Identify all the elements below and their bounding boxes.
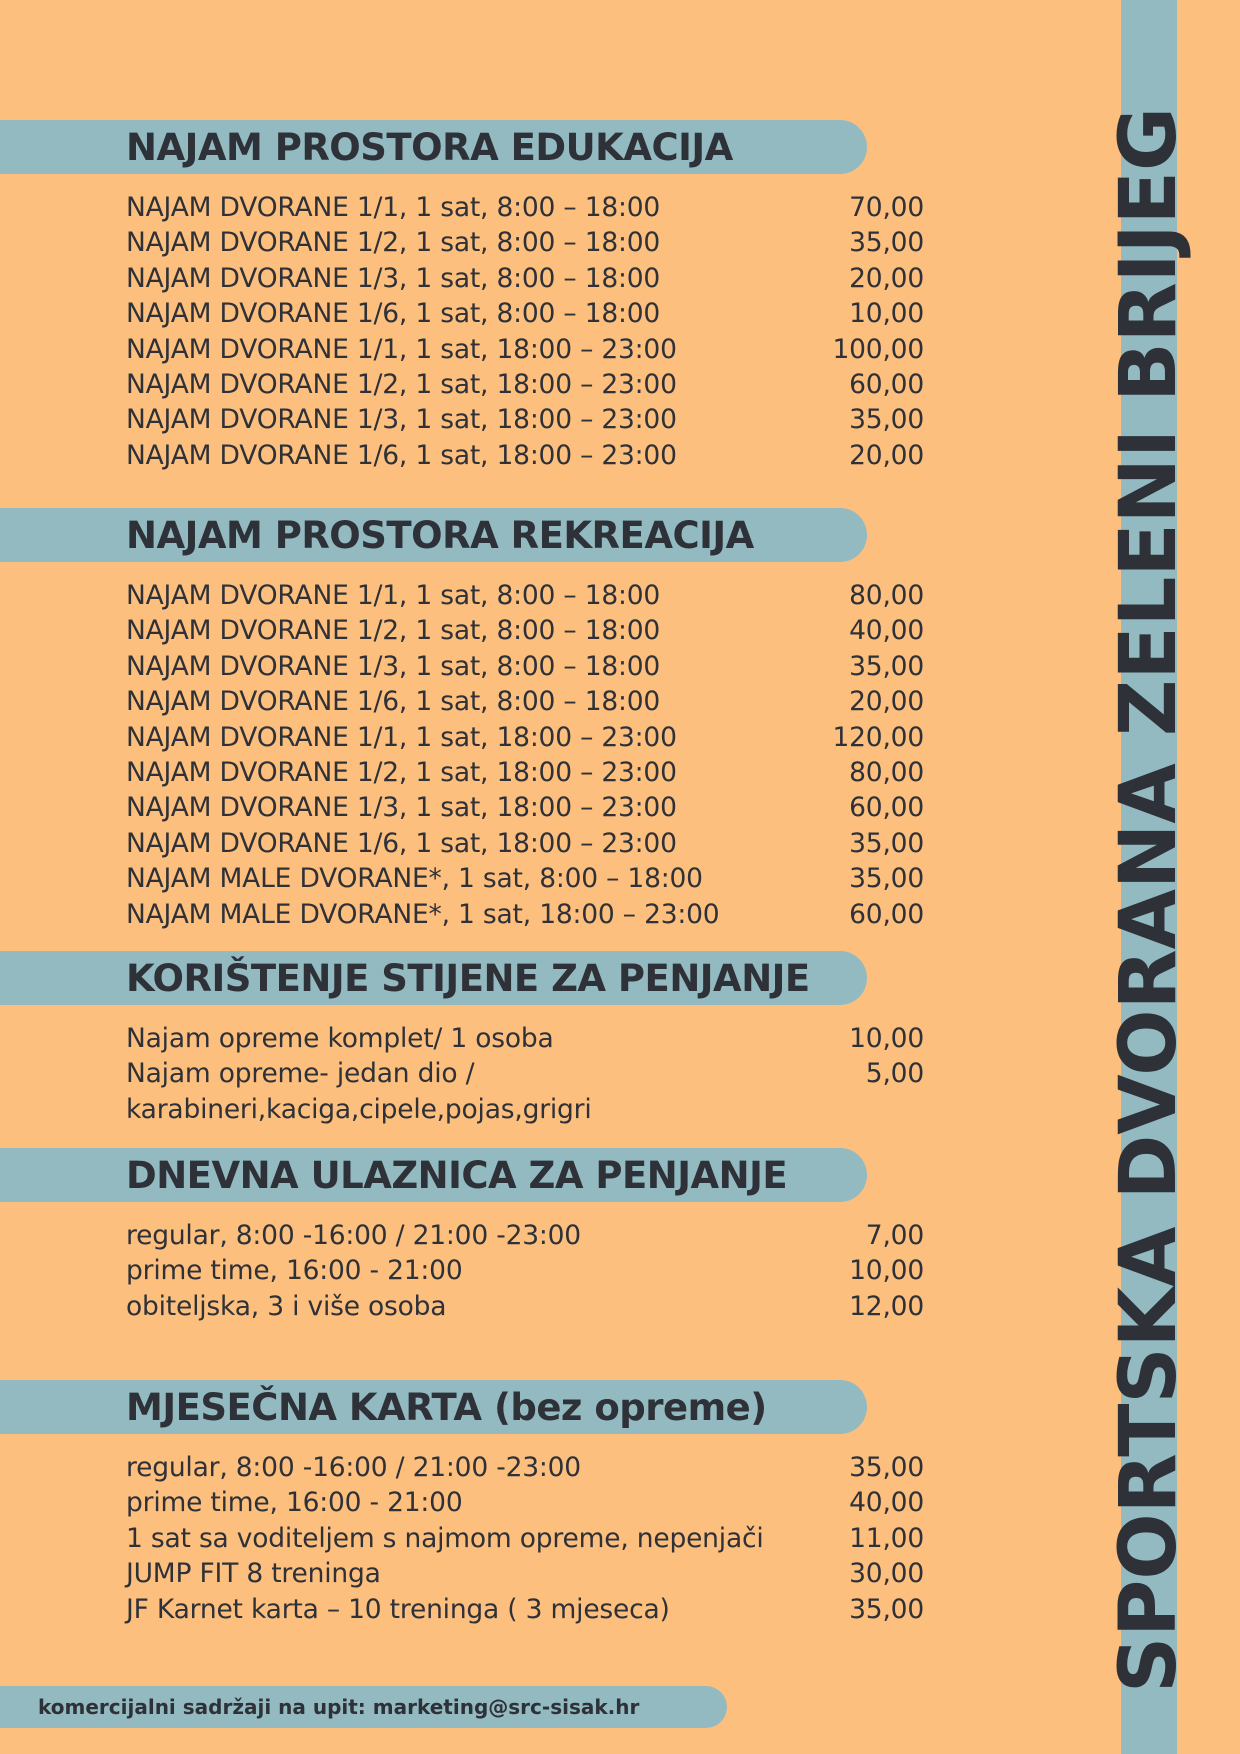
item-description: obiteljska, 3 i više osoba — [126, 1290, 447, 1322]
item-description: NAJAM DVORANE 1/6, 1 sat, 8:00 – 18:00 — [126, 298, 661, 330]
section-title: MJESEČNA KARTA (bez opreme) — [126, 1385, 767, 1429]
item-description: NAJAM DVORANE 1/1, 1 sat, 18:00 – 23:00 — [126, 333, 677, 365]
item-description: NAJAM DVORANE 1/3, 1 sat, 8:00 – 18:00 — [126, 650, 661, 682]
price-row — [0, 1450, 940, 1485]
price-row — [0, 861, 940, 896]
section-header — [0, 120, 867, 174]
item-price: 35,00 — [849, 227, 924, 259]
item-price: 12,00 — [849, 1290, 924, 1322]
item-description: NAJAM DVORANE 1/1, 1 sat, 18:00 – 23:00 — [126, 721, 677, 753]
price-row — [0, 402, 940, 437]
price-row — [0, 1592, 940, 1627]
price-row — [0, 1021, 940, 1056]
item-description: NAJAM DVORANE 1/1, 1 sat, 8:00 – 18:00 — [126, 192, 661, 223]
item-description: NAJAM DVORANE 1/6, 1 sat, 18:00 – 23:00 — [126, 827, 677, 859]
section-header — [0, 1380, 867, 1434]
price-row — [0, 1556, 940, 1591]
item-description: NAJAM DVORANE 1/3, 1 sat, 18:00 – 23:00 — [126, 792, 677, 824]
section-title: KORIŠTENJE STIJENE ZA PENJANJE — [126, 956, 810, 1000]
item-price: 40,00 — [849, 615, 924, 647]
footer-text: komercijalni sadržaji na upit: marketing@src-sisak.hr — [38, 1695, 640, 1719]
item-price: 30,00 — [849, 1558, 924, 1590]
item-price: 20,00 — [849, 262, 924, 294]
price-list — [0, 1450, 940, 1627]
price-list — [0, 1218, 940, 1324]
item-price: 100,00 — [832, 333, 924, 365]
item-price: 60,00 — [849, 368, 924, 400]
item-price: 120,00 — [832, 721, 924, 753]
price-list — [0, 190, 940, 473]
item-price: 5,00 — [865, 1058, 924, 1090]
price-row — [0, 1485, 940, 1520]
price-row — [0, 790, 940, 825]
item-description: regular, 8:00 -16:00 / 21:00 -23:00 — [126, 1220, 581, 1251]
price-row — [0, 296, 940, 331]
price-row — [0, 1218, 940, 1253]
item-price: 60,00 — [849, 792, 924, 824]
item-description: NAJAM DVORANE 1/2, 1 sat, 8:00 – 18:00 — [126, 227, 661, 259]
price-row — [0, 190, 940, 225]
item-description: NAJAM DVORANE 1/1, 1 sat, 8:00 – 18:00 — [126, 580, 661, 611]
footer-contact — [0, 1686, 727, 1728]
price-row — [0, 332, 940, 367]
item-price: 20,00 — [849, 686, 924, 718]
price-row — [0, 1056, 940, 1127]
price-row — [0, 225, 940, 260]
section-title: NAJAM PROSTORA REKREACIJA — [126, 513, 754, 557]
price-row — [0, 897, 940, 932]
item-price: 10,00 — [849, 1255, 924, 1287]
item-description: NAJAM DVORANE 1/2, 1 sat, 18:00 – 23:00 — [126, 368, 677, 400]
price-row — [0, 684, 940, 719]
price-row — [0, 438, 940, 473]
price-row — [0, 649, 940, 684]
price-row — [0, 367, 940, 402]
section-mjesecna-karta — [0, 1380, 940, 1627]
item-price: 40,00 — [849, 1487, 924, 1519]
venue-title: SPORTSKA DVORANA ZELENI BRIJEG — [1104, 107, 1194, 1693]
price-row — [0, 1289, 940, 1324]
item-description: Najam opreme- jedan dio / karabineri,kaciga,cipele,pojas,grigri — [126, 1058, 592, 1125]
item-price: 35,00 — [849, 863, 924, 895]
item-price: 7,00 — [865, 1220, 924, 1251]
item-description: regular, 8:00 -16:00 / 21:00 -23:00 — [126, 1452, 581, 1483]
item-price: 10,00 — [849, 1023, 924, 1054]
item-description: JF Karnet karta – 10 treninga ( 3 mjeseca) — [126, 1593, 670, 1625]
price-list — [0, 578, 940, 932]
item-description: NAJAM DVORANE 1/2, 1 sat, 8:00 – 18:00 — [126, 615, 661, 647]
price-row — [0, 826, 940, 861]
item-description: NAJAM MALE DVORANE*, 1 sat, 8:00 – 18:00 — [126, 863, 703, 895]
item-price: 35,00 — [849, 827, 924, 859]
price-row — [0, 1253, 940, 1288]
item-description: prime time, 16:00 - 21:00 — [126, 1487, 463, 1519]
item-description: NAJAM DVORANE 1/2, 1 sat, 18:00 – 23:00 — [126, 756, 677, 788]
item-price: 60,00 — [849, 898, 924, 930]
section-najam-edukacija — [0, 120, 940, 473]
price-row — [0, 720, 940, 755]
price-list — [0, 1021, 940, 1127]
item-price: 20,00 — [849, 439, 924, 471]
item-description: NAJAM DVORANE 1/6, 1 sat, 8:00 – 18:00 — [126, 686, 661, 718]
price-row — [0, 755, 940, 790]
price-row — [0, 613, 940, 648]
item-price: 35,00 — [849, 1593, 924, 1625]
section-stijena — [0, 951, 940, 1127]
section-title: DNEVNA ULAZNICA ZA PENJANJE — [126, 1153, 788, 1197]
price-row — [0, 261, 940, 296]
section-header — [0, 951, 867, 1005]
item-price: 10,00 — [849, 298, 924, 330]
item-price: 11,00 — [849, 1522, 924, 1554]
item-description: NAJAM DVORANE 1/3, 1 sat, 18:00 – 23:00 — [126, 404, 677, 436]
item-price: 35,00 — [849, 1452, 924, 1483]
price-row — [0, 578, 940, 613]
item-description: JUMP FIT 8 treninga — [126, 1558, 381, 1590]
item-price: 35,00 — [849, 650, 924, 682]
section-dnevna-ulaznica — [0, 1148, 940, 1324]
item-price: 70,00 — [849, 192, 924, 223]
item-price: 35,00 — [849, 404, 924, 436]
section-header — [0, 1148, 867, 1202]
item-description: 1 sat sa voditeljem s najmom opreme, nepenjači — [126, 1522, 764, 1554]
item-description: NAJAM DVORANE 1/3, 1 sat, 8:00 – 18:00 — [126, 262, 661, 294]
item-price: 80,00 — [849, 580, 924, 611]
section-najam-rekreacija — [0, 508, 940, 932]
section-header — [0, 508, 867, 562]
price-row — [0, 1521, 940, 1556]
section-title: NAJAM PROSTORA EDUKACIJA — [126, 125, 733, 169]
item-description: Najam opreme komplet/ 1 osoba — [126, 1023, 554, 1054]
item-description: NAJAM MALE DVORANE*, 1 sat, 18:00 – 23:00 — [126, 898, 720, 930]
item-description: prime time, 16:00 - 21:00 — [126, 1255, 463, 1287]
item-description: NAJAM DVORANE 1/6, 1 sat, 18:00 – 23:00 — [126, 439, 677, 471]
item-price: 80,00 — [849, 756, 924, 788]
